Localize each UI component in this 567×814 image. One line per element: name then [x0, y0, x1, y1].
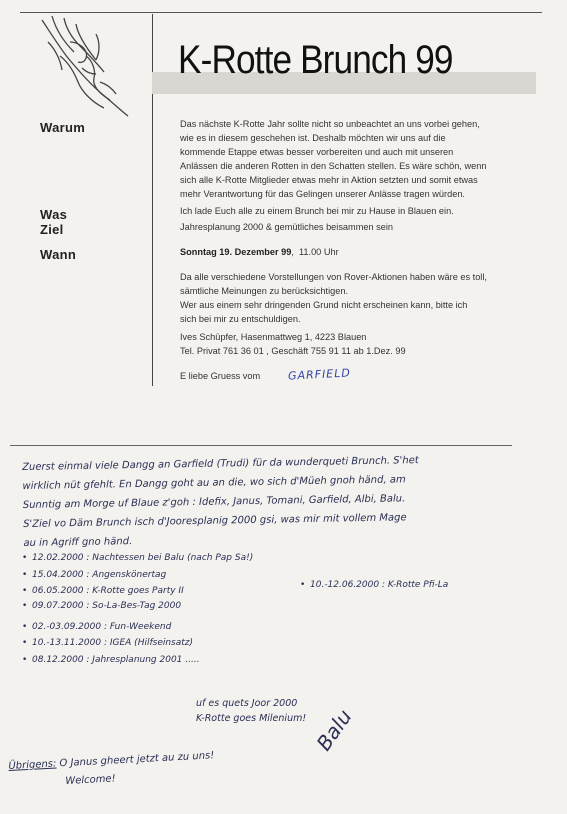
page-title: K-Rotte Brunch 99	[178, 38, 453, 82]
vertical-rule	[152, 14, 153, 386]
event-item: • 02.-03.09.2000 : Fun-Weekend	[22, 622, 172, 632]
was-text: Ich lade Euch alle zu einem Brunch bei mir zu Hause in Blauen ein.	[180, 206, 454, 216]
rabbit-sketch-logo	[30, 12, 140, 122]
warum-paragraph	[180, 117, 525, 201]
notes-line: Wer aus einem sehr dringenden Grund nicht erscheinen kann, bitte ich	[180, 300, 468, 310]
postscript-line: O Janus gheert jetzt au zu uns!	[59, 750, 215, 770]
warum-line: kommende Etappe etwas besser vorbereiten und auch mit unseren	[180, 147, 454, 157]
side-event-text: 10.-12.06.2000 : K-Rotte Pfi-La	[310, 580, 449, 590]
event-item: • 10.-13.11.2000 : IGEA (Hilfseinsatz)	[22, 638, 194, 648]
event-text: 08.12.2000 : Jahresplanung 2001 .....	[32, 655, 200, 665]
event-text: 12.02.2000 : Nachtessen bei Balu (nach Pap Sa!)	[32, 553, 254, 563]
handwritten-line: S'Ziel vo Däm Brunch isch d'Jooresplanig 2000 gsi, was mir mit vollem Mage	[23, 512, 407, 530]
notes-line: sich bei mir zu entschuldigen.	[180, 314, 301, 324]
postscript-line: Welcome!	[65, 773, 116, 788]
closing-line: K-Rotte goes Milenium!	[196, 713, 307, 724]
closing-line: uf es quets Joor 2000	[196, 698, 298, 709]
address-line: Tel. Privat 761 36 01 , Geschäft 755 91 11 ab 1.Dez. 99	[180, 346, 406, 356]
wann-text: Sonntag 19. Dezember 99, 11.00 Uhr	[180, 247, 339, 257]
handwritten-line: wirklich nüt gfehlt. En Dangg goht au an die, wo sich d'Müeh gnoh händ, am	[22, 474, 406, 492]
handwritten-line: Sunntig am Morge uf Blaue z'goh : Idefix, Janus, Tomani, Garfield, Albi, Balu.	[22, 493, 406, 511]
event-item: • 08.12.2000 : Jahresplanung 2001 .....	[22, 655, 200, 665]
event-text: 06.05.2000 : K-Rotte goes Party II	[32, 586, 184, 596]
handwritten-paragraph	[22, 451, 420, 553]
greeting-signature: GARFIELD	[287, 366, 352, 383]
handwritten-line: Zuerst einmal viele Dangg an Garfield (Trudi) für da wunderqueti Brunch. S'het	[22, 455, 419, 473]
warum-line: Anlässen die anderen Rotten in den Schatten stellen. Es wäre schön, wenn	[180, 161, 487, 171]
side-event-item: • 10.-12.06.2000 : K-Rotte Pfi-La	[300, 580, 449, 590]
event-text: 09.07.2000 : So-La-Bes-Tag 2000	[32, 601, 182, 611]
event-text: 10.-13.11.2000 : IGEA (Hilfseinsatz)	[32, 638, 194, 648]
address-block	[180, 330, 525, 358]
event-item: • 15.04.2000 : Angenskönertag	[22, 570, 167, 580]
label-wann: Wann	[40, 247, 77, 262]
ziel-text: Jahresplanung 2000 & gemütliches beisammen sein	[180, 222, 393, 232]
event-item: • 06.05.2000 : K-Rotte goes Party II	[22, 586, 184, 596]
warum-line: sich alle K-Rotte Mitglieder etwas mehr in Aktion setzten und somit etwas	[180, 175, 478, 185]
notes-line: Da alle verschiedene Vorstellungen von Rover-Aktionen haben wäre es toll,	[180, 272, 487, 282]
event-text: 02.-03.09.2000 : Fun-Weekend	[32, 622, 172, 632]
label-ziel: Ziel	[40, 222, 64, 237]
address-line: Ives Schüpfer, Hasenmattweg 1, 4223 Blauen	[180, 332, 367, 342]
label-warum: Warum	[40, 120, 86, 135]
event-item: • 09.07.2000 : So-La-Bes-Tag 2000	[22, 601, 182, 611]
warum-line: Das nächste K-Rotte Jahr sollte nicht so unbeachtet an uns vorbei gehen,	[180, 119, 480, 129]
wann-time: 11.00 Uhr	[298, 247, 339, 257]
middle-rule	[10, 445, 512, 446]
greeting-text: E liebe Gruess vom	[180, 371, 261, 381]
warum-line: wie es in diesem geschehen ist. Deshalb möchten wir uns auf die	[180, 133, 446, 143]
handwritten-line: au in Agriff gno händ.	[23, 536, 133, 549]
closing-block	[196, 696, 306, 726]
label-was: Was	[40, 207, 68, 222]
wann-date: Sonntag 19. Dezember 99	[180, 247, 292, 257]
postscript	[8, 747, 216, 794]
event-item: • 12.02.2000 : Nachtessen bei Balu (nach Pap Sa!)	[22, 553, 254, 563]
notes-paragraph	[180, 270, 525, 326]
event-text: 15.04.2000 : Angenskönertag	[32, 570, 167, 580]
notes-line: sämtliche Meinungen zu berücksichtigen.	[180, 286, 349, 296]
warum-line: mehr Verantwortung für das Gelingen unserer Anlässe tragen würden.	[180, 189, 465, 199]
signature: Balu	[311, 705, 357, 755]
postscript-label: Übrigens:	[8, 758, 57, 772]
